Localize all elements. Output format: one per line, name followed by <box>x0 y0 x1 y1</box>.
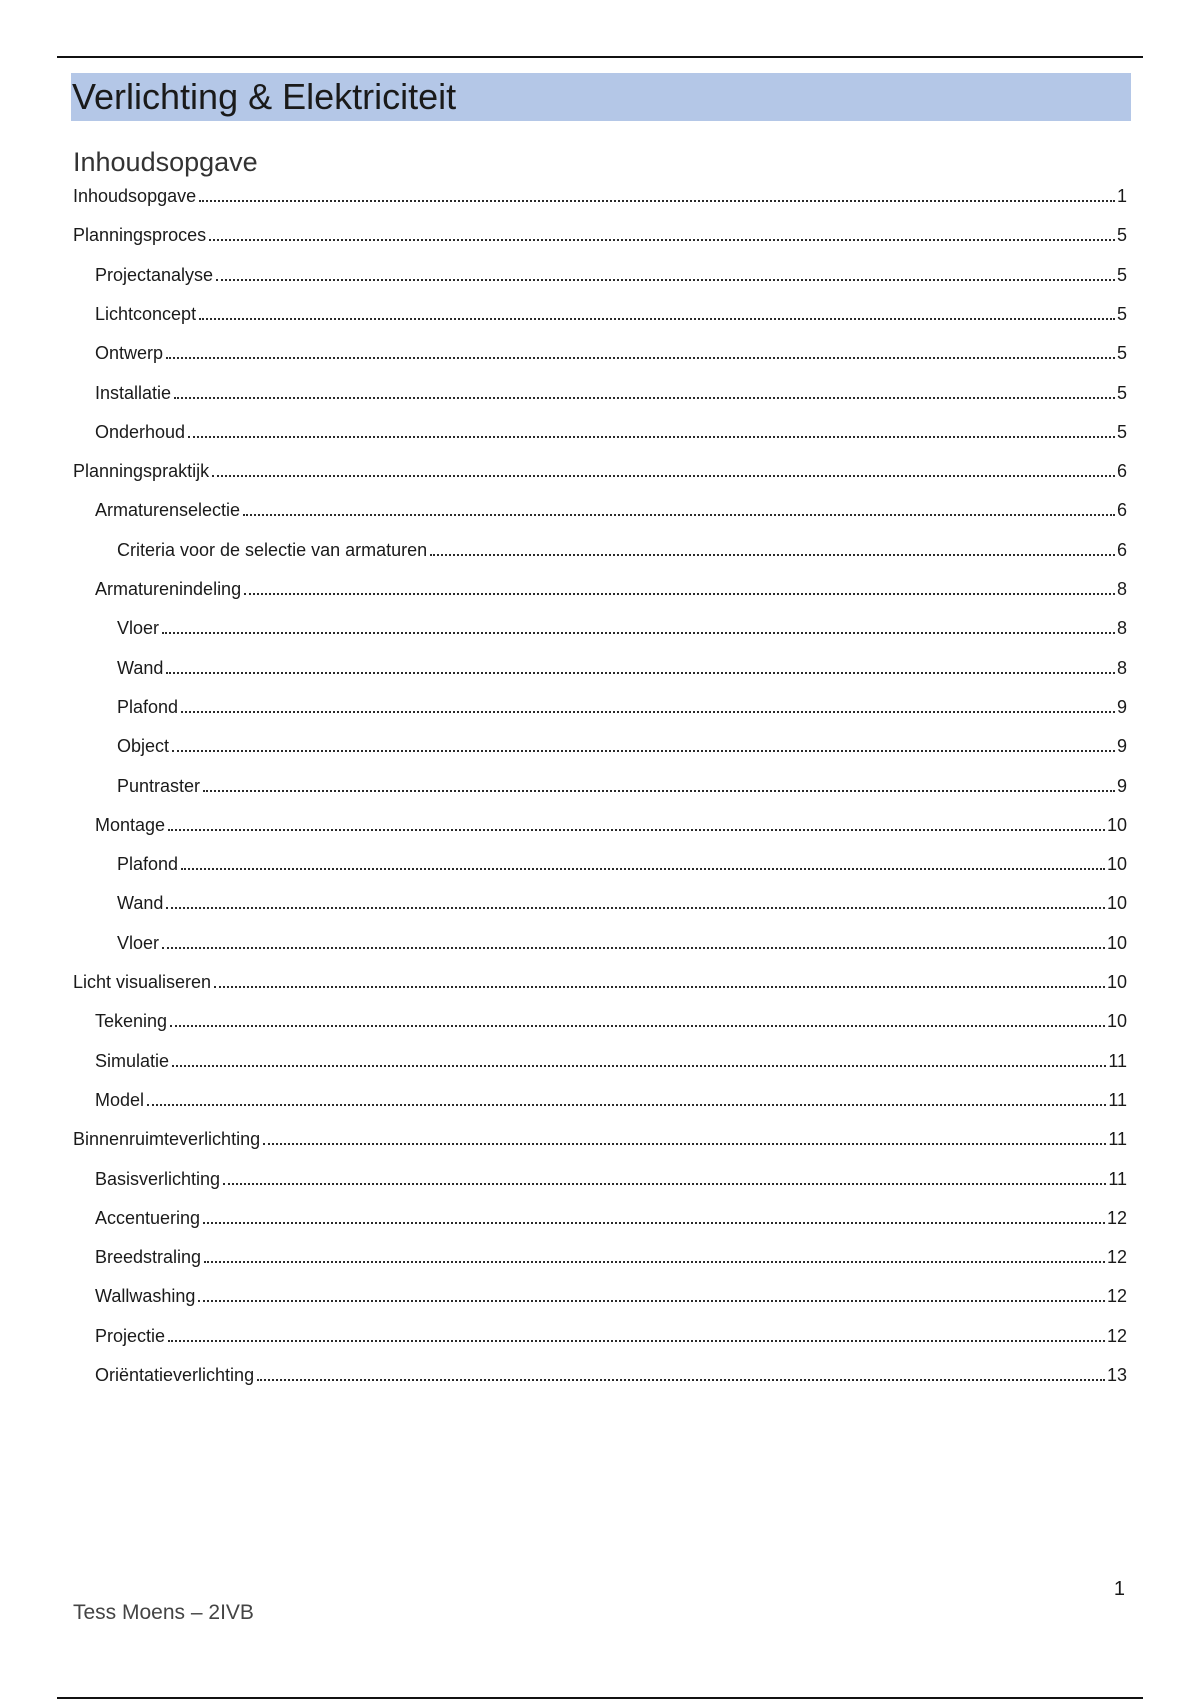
toc-entry-label: Wallwashing <box>95 1286 196 1306</box>
toc-dot-leader <box>181 709 1115 713</box>
toc-entry-label: Tekening <box>95 1011 168 1031</box>
toc-entry[interactable] <box>117 774 1127 798</box>
toc-dot-leader <box>162 630 1115 634</box>
toc-entry-label: Plafond <box>117 854 179 874</box>
toc-entry-page: 5 <box>1116 304 1127 324</box>
toc-entry-page: 11 <box>1108 1129 1127 1149</box>
toc-entry-page: 10 <box>1106 972 1127 992</box>
toc-entry-page: 8 <box>1116 579 1127 599</box>
toc-entry-page: 12 <box>1106 1326 1127 1346</box>
toc-dot-leader <box>198 1298 1105 1302</box>
toc-dot-leader <box>168 1338 1105 1342</box>
toc-entry[interactable] <box>117 538 1127 562</box>
toc-dot-leader <box>243 512 1115 516</box>
toc-entry[interactable] <box>95 420 1127 444</box>
toc-dot-leader <box>147 1102 1106 1106</box>
page-number: 1 <box>1113 1578 1125 1600</box>
toc-dot-leader <box>204 1259 1105 1263</box>
toc-entry[interactable] <box>95 1324 1127 1348</box>
toc-entry-label: Ontwerp <box>95 343 164 363</box>
toc-entry[interactable] <box>117 891 1127 915</box>
toc-entry-page: 10 <box>1106 893 1127 913</box>
toc-entry-label: Projectanalyse <box>95 265 214 285</box>
toc-entry[interactable] <box>95 341 1127 365</box>
toc-entry[interactable] <box>95 302 1127 326</box>
toc-entry-label: Installatie <box>95 383 172 403</box>
toc-entry-label: Basisverlichting <box>95 1169 221 1189</box>
toc-dot-leader <box>430 552 1115 556</box>
toc-dot-leader <box>216 277 1115 281</box>
toc-dot-leader <box>162 945 1105 949</box>
toc-entry-page: 12 <box>1106 1208 1127 1228</box>
toc-entry[interactable] <box>73 184 1127 208</box>
toc-dot-leader <box>181 866 1105 870</box>
toc-entry-page: 9 <box>1116 736 1127 756</box>
toc-entry-label: Vloer <box>117 618 160 638</box>
toc-entry-page: 12 <box>1106 1286 1127 1306</box>
toc-entry-page: 5 <box>1116 422 1127 442</box>
toc-entry-label: Criteria voor de selectie van armaturen <box>117 540 428 560</box>
toc-dot-leader <box>168 827 1105 831</box>
toc-entry-page: 10 <box>1106 1011 1127 1031</box>
toc-dot-leader <box>212 473 1115 477</box>
toc-entry[interactable] <box>95 1167 1127 1191</box>
toc-dot-leader <box>203 788 1115 792</box>
toc-entry-page: 13 <box>1106 1365 1127 1385</box>
toc-entry-label: Armaturenindeling <box>95 579 242 599</box>
toc-entry[interactable] <box>95 1009 1127 1033</box>
toc-dot-leader <box>166 905 1105 909</box>
toc-entry[interactable] <box>117 852 1127 876</box>
toc-entry-label: Oriëntatieverlichting <box>95 1365 255 1385</box>
toc-entry-page: 10 <box>1106 854 1127 874</box>
toc-entry[interactable] <box>95 498 1127 522</box>
toc-entry-label: Onderhoud <box>95 422 186 442</box>
toc-entry-page: 9 <box>1116 776 1127 796</box>
toc-dot-leader <box>223 1181 1106 1185</box>
toc-entry-label: Planningsproces <box>73 225 207 245</box>
toc-entry[interactable] <box>117 656 1127 680</box>
toc-dot-leader <box>172 1063 1106 1067</box>
toc-dot-leader <box>214 984 1105 988</box>
toc-entry[interactable] <box>95 381 1127 405</box>
toc-dot-leader <box>174 395 1115 399</box>
toc-entry[interactable] <box>73 970 1127 994</box>
toc-entry-page: 12 <box>1106 1247 1127 1267</box>
toc-entry[interactable] <box>95 1088 1127 1112</box>
toc-entry-label: Breedstraling <box>95 1247 202 1267</box>
footer-author: Tess Moens – 2IVB <box>73 1601 254 1624</box>
toc-dot-leader <box>166 670 1115 674</box>
toc-heading: Inhoudsopgave <box>73 147 258 177</box>
toc-entry-page: 8 <box>1116 618 1127 638</box>
toc-entry-page: 5 <box>1116 225 1127 245</box>
toc-entry-page: 11 <box>1108 1051 1127 1071</box>
toc-entry[interactable] <box>95 263 1127 287</box>
toc-dot-leader <box>244 591 1115 595</box>
toc-dot-leader <box>209 237 1115 241</box>
toc-entry-page: 10 <box>1106 933 1127 953</box>
toc-entry-label: Accentuering <box>95 1208 201 1228</box>
toc-entry-label: Binnenruimteverlichting <box>73 1129 261 1149</box>
toc-entry-label: Simulatie <box>95 1051 170 1071</box>
toc-entry[interactable] <box>117 734 1127 758</box>
document-title: Verlichting & Elektriciteit <box>72 76 457 117</box>
bottom-rule <box>57 1697 1143 1699</box>
toc-entry-page: 11 <box>1108 1090 1127 1110</box>
toc-entry-page: 6 <box>1116 461 1127 481</box>
toc-entry[interactable] <box>95 1049 1127 1073</box>
toc-entry-page: 9 <box>1116 697 1127 717</box>
toc-entry[interactable] <box>95 1245 1127 1269</box>
toc-entry[interactable] <box>117 931 1127 955</box>
toc-dot-leader <box>188 434 1115 438</box>
toc-dot-leader <box>199 316 1115 320</box>
toc-entry-page: 8 <box>1116 658 1127 678</box>
toc-entry[interactable] <box>117 616 1127 640</box>
toc-entry[interactable] <box>73 1127 1127 1151</box>
toc-entry[interactable] <box>95 577 1127 601</box>
toc-dot-leader <box>199 198 1115 202</box>
toc-entry-label: Vloer <box>117 933 160 953</box>
toc-entry[interactable] <box>95 1363 1127 1387</box>
toc-entry-label: Wand <box>117 658 164 678</box>
toc-entry[interactable] <box>95 813 1127 837</box>
toc-entry-page: 10 <box>1106 815 1127 835</box>
toc-dot-leader <box>203 1220 1105 1224</box>
toc-dot-leader <box>166 355 1115 359</box>
toc-entry[interactable] <box>95 1206 1127 1230</box>
toc-entry[interactable] <box>95 1284 1127 1308</box>
toc-entry-page: 1 <box>1116 186 1127 206</box>
toc-entry-page: 5 <box>1116 265 1127 285</box>
toc-entry-label: Lichtconcept <box>95 304 197 324</box>
toc-entry[interactable] <box>73 459 1127 483</box>
toc-entry-label: Armaturenselectie <box>95 500 241 520</box>
toc-entry-label: Licht visualiseren <box>73 972 212 992</box>
toc-entry[interactable] <box>117 695 1127 719</box>
toc-entry-label: Model <box>95 1090 145 1110</box>
toc-entry-label: Puntraster <box>117 776 201 796</box>
toc-entry[interactable] <box>73 223 1127 247</box>
toc-entry-label: Inhoudsopgave <box>73 186 197 206</box>
toc-entry-label: Wand <box>117 893 164 913</box>
toc-entry-label: Planningspraktijk <box>73 461 210 481</box>
toc-dot-leader <box>257 1377 1105 1381</box>
toc-entry-page: 6 <box>1116 540 1127 560</box>
toc-entry-label: Plafond <box>117 697 179 717</box>
toc-entry-label: Projectie <box>95 1326 166 1346</box>
toc-entry-page: 5 <box>1116 383 1127 403</box>
toc-entry-page: 11 <box>1108 1169 1127 1189</box>
toc-entry-page: 5 <box>1116 343 1127 363</box>
toc-entry-label: Montage <box>95 815 166 835</box>
toc-entry-page: 6 <box>1116 500 1127 520</box>
toc-dot-leader <box>170 1023 1105 1027</box>
toc-dot-leader <box>263 1141 1106 1145</box>
toc-dot-leader <box>172 748 1115 752</box>
toc-entry-label: Object <box>117 736 170 756</box>
